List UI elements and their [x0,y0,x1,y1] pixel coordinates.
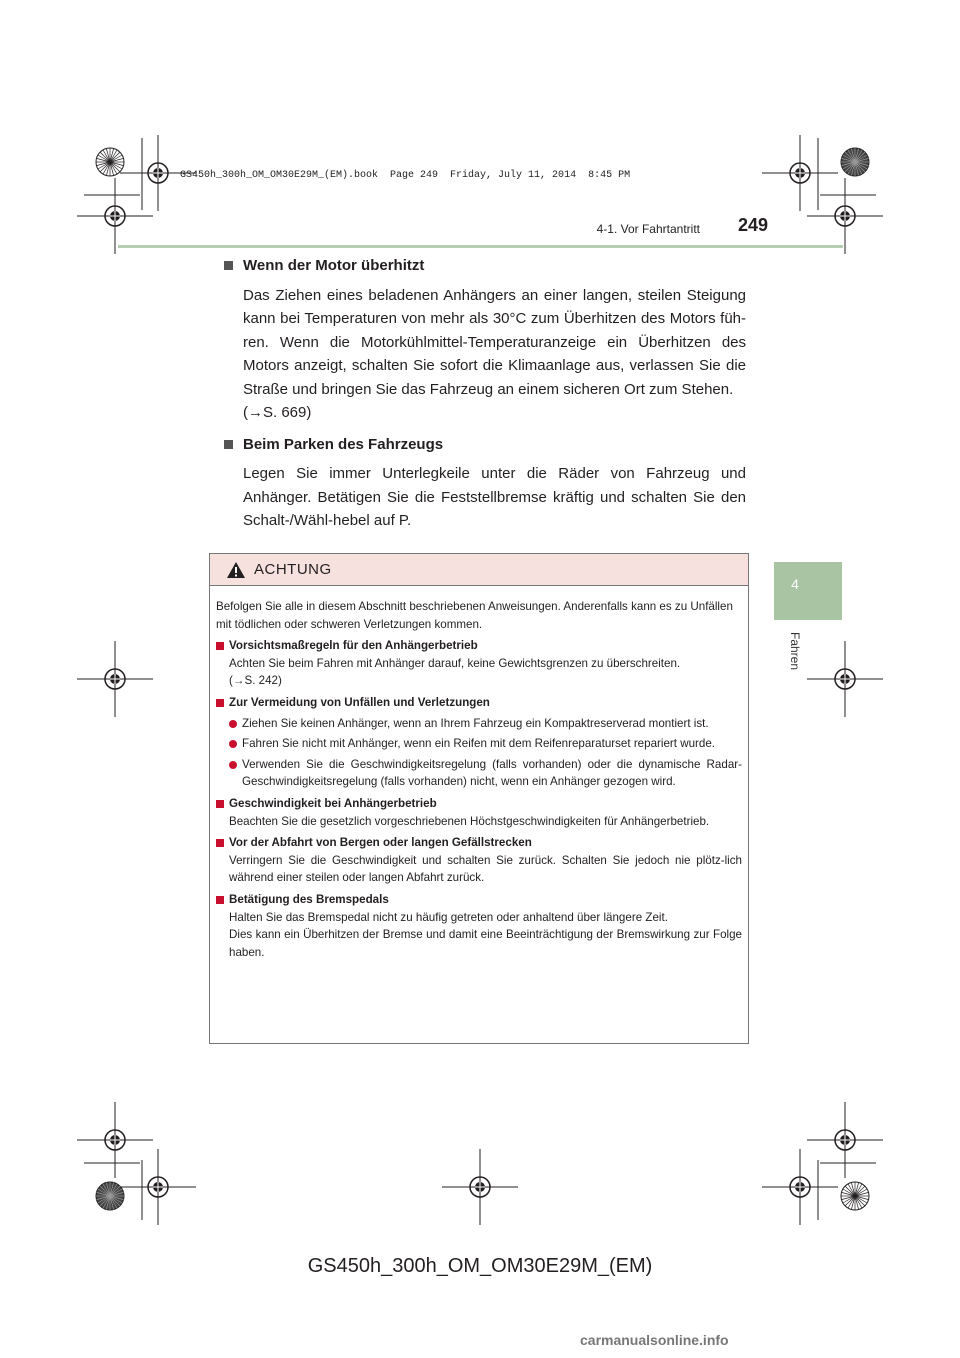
registration-mark [855,1196,862,1208]
registration-mark [855,1196,865,1206]
registration-mark [110,1196,120,1206]
registration-mark [845,1196,855,1206]
watermark: carmanualsonline.info [580,1332,729,1348]
section-heading: Beim Parken des Fahrzeugs [243,435,444,453]
registration-mark [105,1130,125,1150]
registration-mark [110,150,117,162]
page-number: 249 [738,215,769,235]
registration-mark [106,148,110,162]
registration-mark [110,162,122,169]
registration-mark [110,674,120,684]
registration-mark [106,1196,110,1210]
section-text: Legen Sie immer Unterlegkeile unter die Räder von Fahrzeug und Anhänger. Betätigen Sie die Feststellbremse kräftig und schalten Sie den Schalt-/Wähl-hebel auf P. [243,465,746,529]
registration-mark [841,162,855,166]
list-item [229,735,742,753]
header-rule [118,245,843,248]
registration-mark [96,158,110,162]
registration-mark [845,1186,855,1196]
registration-mark [843,155,855,162]
registration-mark [855,1192,869,1196]
registration-mark [106,162,110,176]
registration-mark [851,148,855,162]
registration-mark [855,152,865,162]
chapter-label: Fahren [788,632,802,671]
registration-mark [110,1135,120,1145]
registration-mark [106,1182,110,1196]
registration-mark [475,1182,485,1192]
registration-mark [848,1184,855,1196]
registration-mark [790,1177,810,1197]
registration-mark [105,206,125,226]
square-bullet-icon [224,261,233,270]
registration-mark [841,1196,855,1200]
registration-mark [110,152,120,162]
registration-mark [110,155,122,162]
registration-mark [96,1196,110,1200]
warning-item-text: Dies kann ein Überhitzen der Bremse und damit eine Beeinträchtigung der Bremswirkung zur Folge haben. [229,928,742,959]
red-square-bullet-icon [216,800,224,808]
registration-mark [855,148,859,162]
registration-mark [841,158,855,162]
registration-mark [110,162,120,172]
registration-mark [98,162,110,169]
warning-item-text: Beachten Sie die gesetzlich vorgeschriebenen Höchstgeschwindigkeiten für Anhängerbetrieb. [229,814,710,828]
registration-mark [845,162,855,172]
registration-mark [110,1189,122,1196]
registration-mark [855,1196,859,1210]
warning-item-heading: Vorsichtsmaßregeln für den Anhängerbetrieb [229,639,478,653]
registration-mark [96,148,124,176]
red-dot-bullet-icon [229,761,237,769]
registration-mark [855,155,867,162]
red-dot-bullet-icon [229,720,237,728]
registration-mark [110,1184,117,1196]
registration-mark [855,158,869,162]
warning-box [209,553,749,1044]
registration-mark [840,211,850,221]
registration-mark [855,1186,865,1196]
warning-item-heading: Vor der Abfahrt von Bergen oder langen Gefällstrecken [229,836,532,850]
registration-mark [148,163,168,183]
chapter-number: 4 [791,576,799,592]
warning-item-text: Achten Sie beim Fahren mit Anhänger darauf, keine Gewichtsgrenzen zu überschreiten. [229,656,681,670]
registration-mark [855,1182,859,1196]
list-item [229,756,742,791]
registration-mark [855,162,869,166]
registration-mark [851,1196,855,1210]
registration-mark [103,162,110,174]
registration-mark [840,674,850,684]
page-reference: (→S. 242) [229,674,282,688]
warning-item-heading: Betätigung des Bremspedals [229,892,389,906]
registration-mark [98,155,110,162]
registration-mark [103,150,110,162]
registration-mark [110,1196,122,1203]
registration-mark [105,669,125,689]
square-bullet-icon [224,440,233,449]
registration-mark [855,162,867,169]
registration-mark [96,1192,110,1196]
registration-mark [840,1135,850,1145]
footer-model-code: GS450h_300h_OM_OM30E29M_(EM) [307,1255,653,1277]
warning-title: ACHTUNG [254,561,332,578]
registration-mark [795,1182,805,1192]
registration-mark [855,162,862,174]
registration-mark [110,148,114,162]
registration-mark [855,1196,867,1203]
warning-header [210,554,748,586]
registration-mark [841,148,869,176]
warning-item-text: Verringern Sie die Geschwindigkeit und schalten Sie zurück. Schalten Sie jedoch nie plötz-lich während einer steilen oder langen Abfahrt zurück. [229,853,742,885]
registration-mark [835,669,855,689]
registration-mark [851,1182,855,1196]
bullet-text: Ziehen Sie keinen Anhänger, wenn an Ihrem Fahrzeug ein Kompaktreserverad montiert ist. [242,716,709,730]
registration-mark [845,152,855,162]
registration-mark [855,162,865,172]
bullet-text: Fahren Sie nicht mit Anhänger, wenn ein Reifen mit dem Reifenreparaturset repariert wurde. [242,737,716,751]
warning-item-heading: Geschwindigkeit bei Anhängerbetrieb [229,796,437,810]
registration-mark [100,152,110,162]
page-reference: (→S. 669) [243,404,312,421]
red-square-bullet-icon [216,896,224,904]
registration-mark [841,1182,869,1210]
section-heading: Wenn der Motor überhitzt [243,257,425,274]
registration-mark [855,162,859,176]
registration-mark [103,1196,110,1208]
section-text: Das Ziehen eines beladenen Anhängers an einer langen, steilen Steigung kann bei Temperaturen von mehr als 30°C zum Überhitzen des Motors füh-ren. Wenn die Motorkühlmittel-Temperaturanzeige ein Überhitzen des Motors anzeigt, schalten Sie sofort die Klimaanlage aus, verlassen Sie die Straße und bringen Sie das Fahrzeug an einem sicheren Ort zum Stehen. [243,286,746,398]
registration-mark [103,1184,110,1196]
registration-mark [110,162,124,166]
registration-mark [110,1196,114,1210]
registration-mark [153,1182,163,1192]
registration-mark [470,1177,490,1197]
registration-mark [110,1182,114,1196]
registration-mark [848,162,855,174]
registration-mark [110,1192,124,1196]
registration-mark [843,1189,855,1196]
warning-item-text: Halten Sie das Bremspedal nicht zu häufig getreten oder anhaltend über längere Zeit. [229,910,668,924]
registration-mark [851,162,855,176]
red-dot-bullet-icon [229,740,237,748]
registration-mark [835,1130,855,1150]
warning-content [210,586,748,961]
section-overheat [224,254,746,425]
registration-mark [843,1196,855,1203]
red-square-bullet-icon [216,642,224,650]
registration-mark [153,168,163,178]
registration-mark [100,162,110,172]
registration-mark [848,150,855,162]
registration-mark [110,158,124,162]
section-parking [224,433,746,533]
registration-mark [790,163,810,183]
header-section-title: 4-1. Vor Fahrtantritt [596,222,700,236]
list-item [229,715,742,733]
registration-mark [96,162,110,166]
registration-mark [100,1186,110,1196]
registration-mark [110,162,117,174]
registration-mark [110,162,114,176]
registration-mark [98,1196,110,1203]
registration-mark [855,1196,869,1200]
red-square-bullet-icon [216,699,224,707]
registration-mark [110,1196,117,1208]
registration-mark [795,168,805,178]
bullet-text: Verwenden Sie die Geschwindigkeitsregelung (falls vorhanden) oder die dynamische Radar-Geschwindigkeitsregelung (falls vorhanden) nicht, wenn ein Anhänger gezogen wird. [242,757,742,789]
registration-mark [855,150,862,162]
registration-mark [110,211,120,221]
warning-intro: Befolgen Sie alle in diesem Abschnitt beschriebenen Anweisungen. Anderenfalls kann es zu Unfällen mit tödlichen oder schweren Verletzungen kommen. [216,600,733,631]
print-info-line: GS450h_300h_OM_OM30E29M_(EM).book Page 249 Friday, July 11, 2014 8:45 PM [180,170,631,181]
registration-mark [841,1192,855,1196]
warning-triangle-icon [226,561,246,579]
registration-mark [843,162,855,169]
registration-mark [98,1189,110,1196]
registration-mark [835,206,855,226]
registration-mark [855,1189,867,1196]
main-content [224,254,746,541]
registration-mark [855,1184,862,1196]
red-square-bullet-icon [216,839,224,847]
registration-mark [100,1196,110,1206]
registration-mark [96,1182,124,1210]
registration-mark [110,1186,120,1196]
registration-mark [848,1196,855,1208]
warning-item-heading: Zur Vermeidung von Unfällen und Verletzungen [229,695,490,709]
registration-mark [148,1177,168,1197]
registration-mark [110,1196,124,1200]
